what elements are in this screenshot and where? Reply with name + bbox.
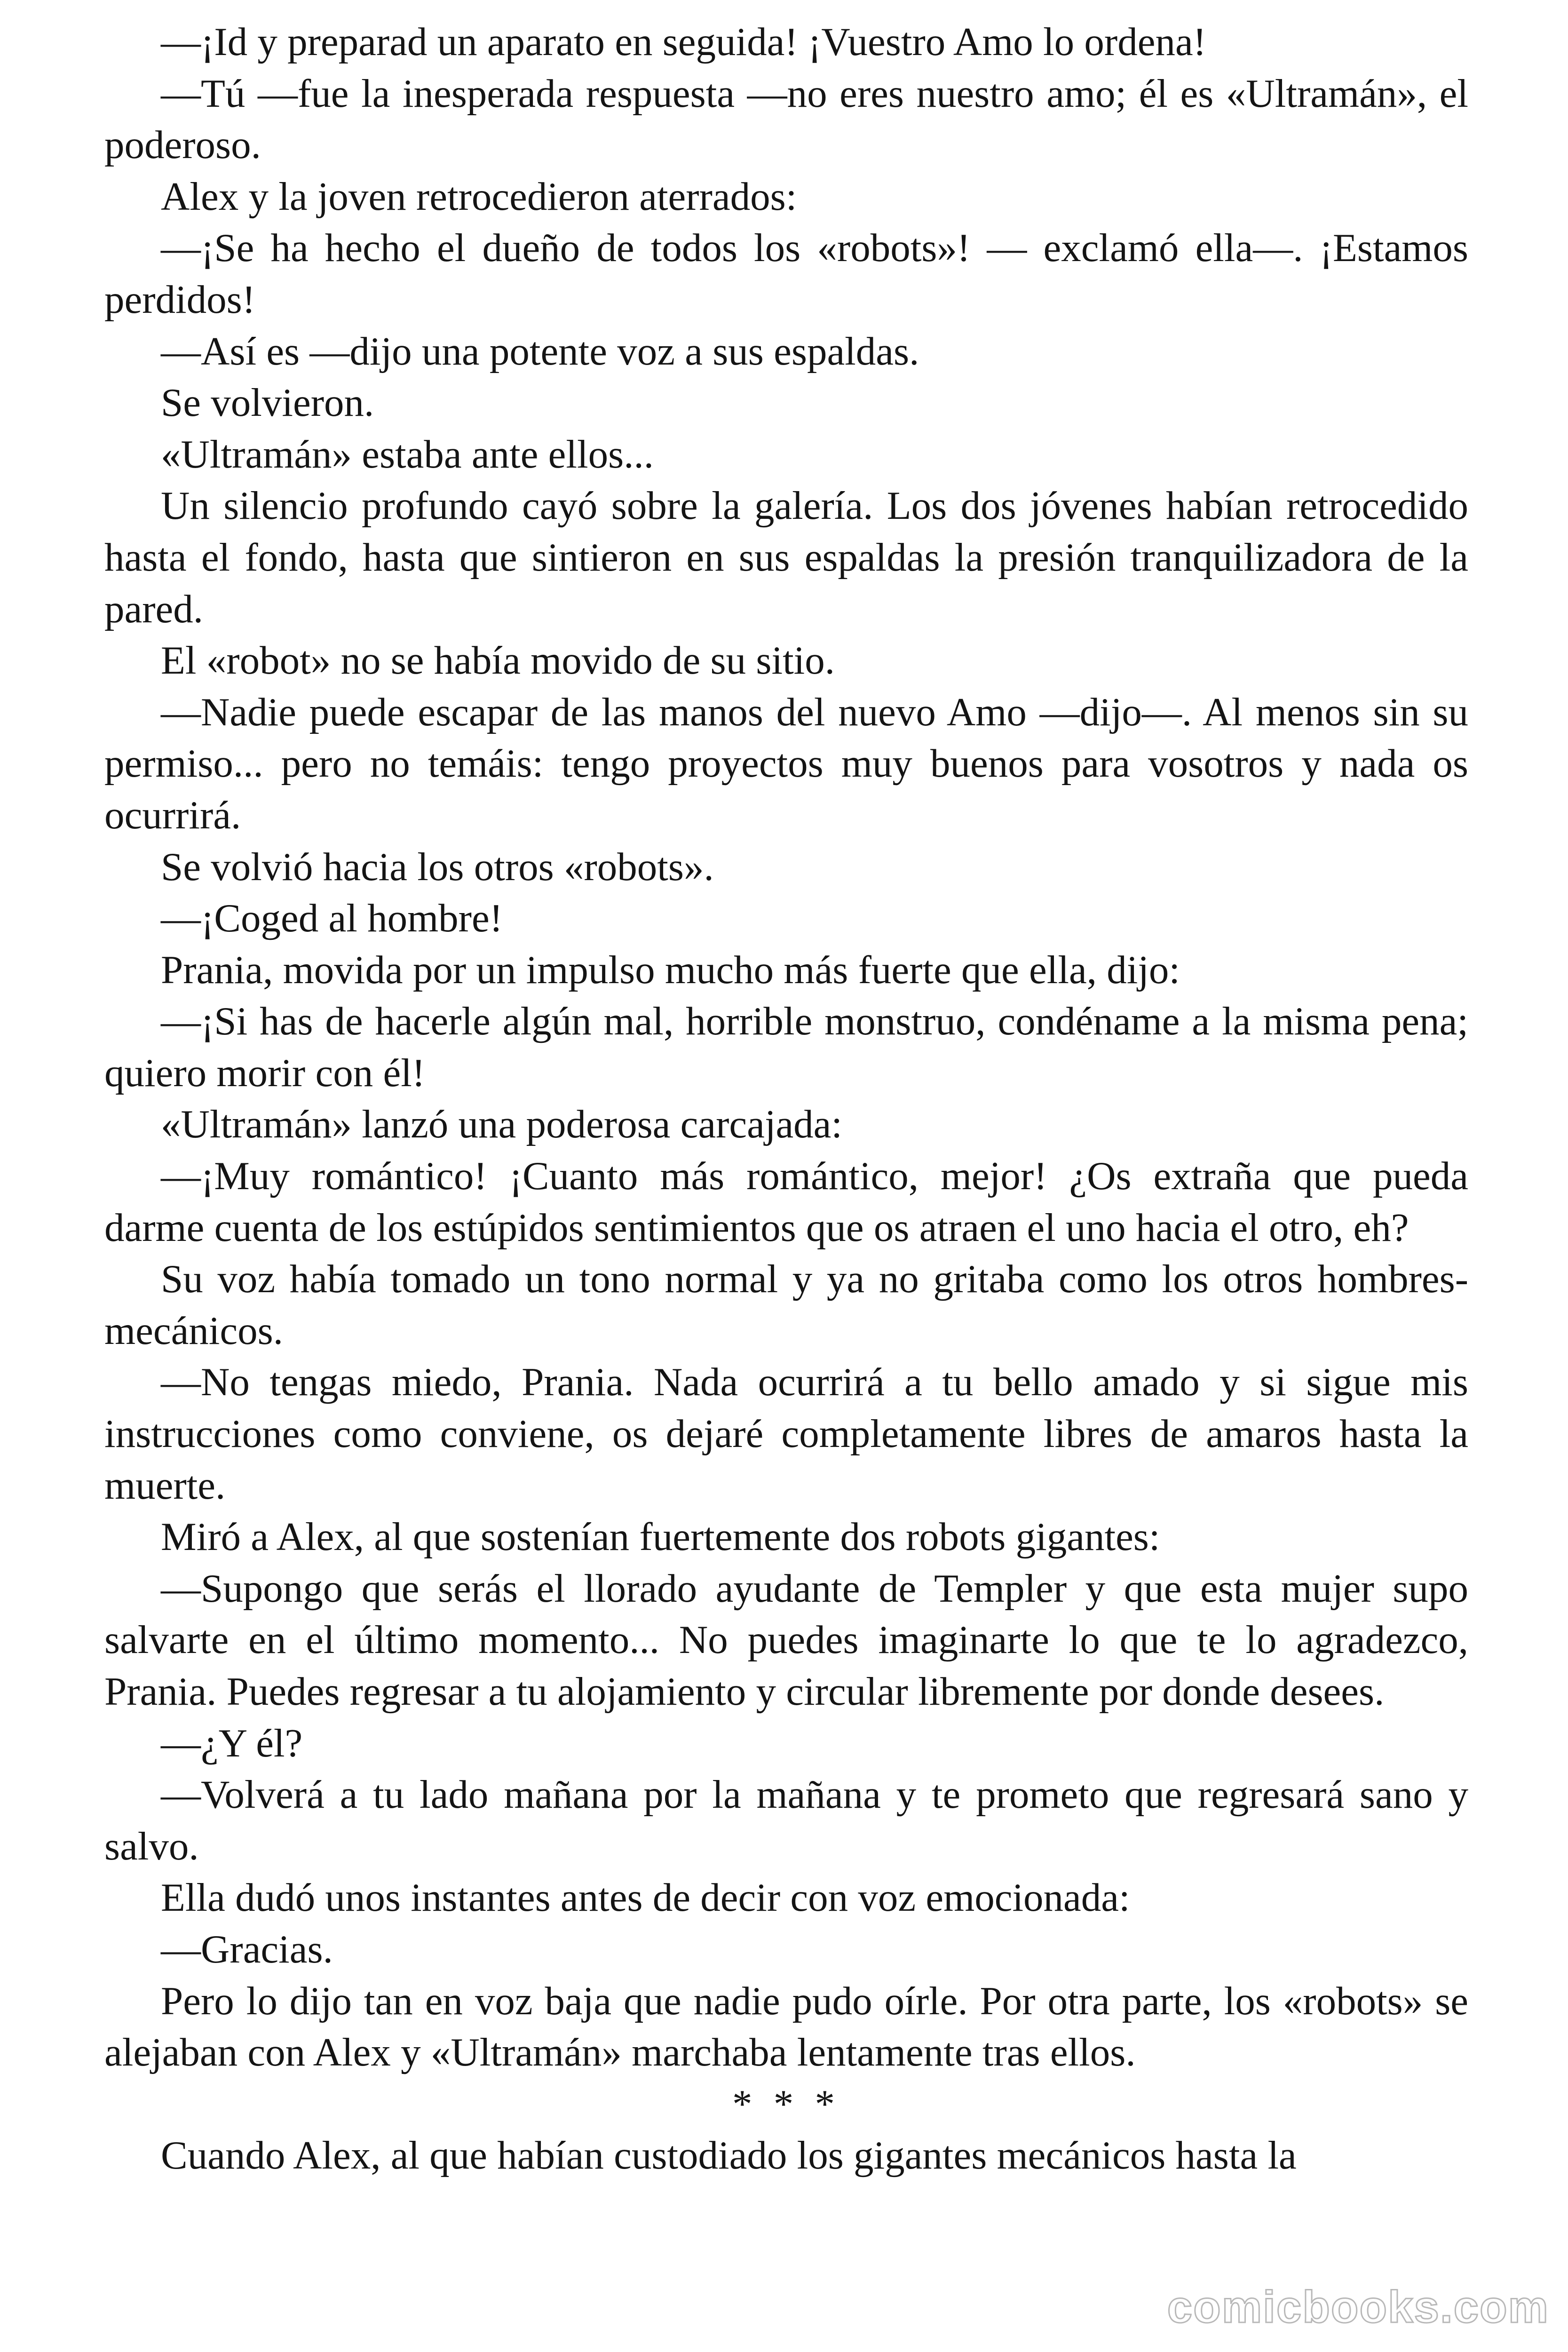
paragraph: —No tengas miedo, Prania. Nada ocurrirá a tu bello amado y si sigue mis instrucciones como conviene, os dejaré completamente libres de amaros hasta la muerte. (104, 1360, 1468, 1508)
paragraph: Se volvió hacia los otros «robots». (161, 844, 714, 889)
paragraph: Pero lo dijo tan en voz baja que nadie pudo oírle. Por otra parte, los «robots» se alejaban con Alex y «Ultramán» marchaba lentamente tras ellos. (104, 1979, 1468, 2075)
paragraph: —Volverá a tu lado mañana por la mañana y te prometo que regresará sano y salvo. (104, 1772, 1468, 1868)
paragraph: Un silencio profundo cayó sobre la galería. Los dos jóvenes habían retrocedido hasta el fondo, hasta que sintieron en sus espaldas la presión tranquilizadora de la pared. (104, 484, 1468, 631)
watermark-logo: comicbooks.com (1167, 2282, 1549, 2332)
paragraph: —Gracias. (161, 1927, 333, 1971)
paragraph: Prania, movida por un impulso mucho más fuerte que ella, dijo: (161, 947, 1180, 992)
paragraph: Ella dudó unos instantes antes de decir con voz emocionada: (161, 1875, 1130, 1920)
paragraph: Se volvieron. (161, 381, 374, 425)
scene-separator: * * * (732, 2082, 840, 2126)
paragraph-final: Cuando Alex, al que habían custodiado los gigantes mecánicos hasta la (161, 2133, 1297, 2178)
paragraph: El «robot» no se había movido de su sitio. (161, 638, 835, 683)
paragraph: Miró a Alex, al que sostenían fuertemente dos robots gigantes: (161, 1515, 1160, 1559)
paragraph: —¡Muy romántico! ¡Cuanto más romántico, mejor! ¿Os extraña que pueda darme cuenta de los estúpidos sentimientos que os atraen el uno hacia el otro, eh? (104, 1154, 1468, 1250)
paragraph: «Ultramán» estaba ante ellos... (161, 432, 654, 477)
paragraph: —¡Se ha hecho el dueño de todos los «robots»! — exclamó ella—. ¡Estamos perdidos! (104, 226, 1468, 322)
paragraph: Alex y la joven retrocedieron aterrados: (161, 174, 797, 219)
paragraph: Su voz había tomado un tono normal y ya no gritaba como los otros hombres-mecánicos. (104, 1257, 1468, 1353)
paragraph: —¡Id y preparad un aparato en seguida! ¡Vuestro Amo lo ordena! (161, 20, 1206, 64)
book-page (104, 16, 1468, 2182)
paragraph: —Supongo que serás el llorado ayudante de Templer y que esta mujer supo salvarte en el último momento... No puedes imaginarte lo que te lo agradezco, Prania. Puedes regresar a tu alojamiento y circular libremente por donde desees. (104, 1566, 1468, 1714)
paragraph: —Así es —dijo una potente voz a sus espaldas. (161, 329, 919, 373)
paragraph: —¡Coged al hombre! (161, 896, 503, 941)
paragraph: «Ultramán» lanzó una poderosa carcajada: (161, 1102, 843, 1147)
paragraph: —¡Si has de hacerle algún mal, horrible monstruo, condéname a la misma pena; quiero morir con él! (104, 999, 1468, 1095)
paragraph: —Nadie puede escapar de las manos del nuevo Amo —dijo—. Al menos sin su permiso... pero no temáis: tengo proyectos muy buenos para vosotros y nada os ocurrirá. (104, 690, 1468, 837)
paragraph: —¿Y él? (161, 1721, 303, 1765)
paragraph: —Tú —fue la inesperada respuesta —no eres nuestro amo; él es «Ultramán», el poderoso. (104, 71, 1468, 167)
